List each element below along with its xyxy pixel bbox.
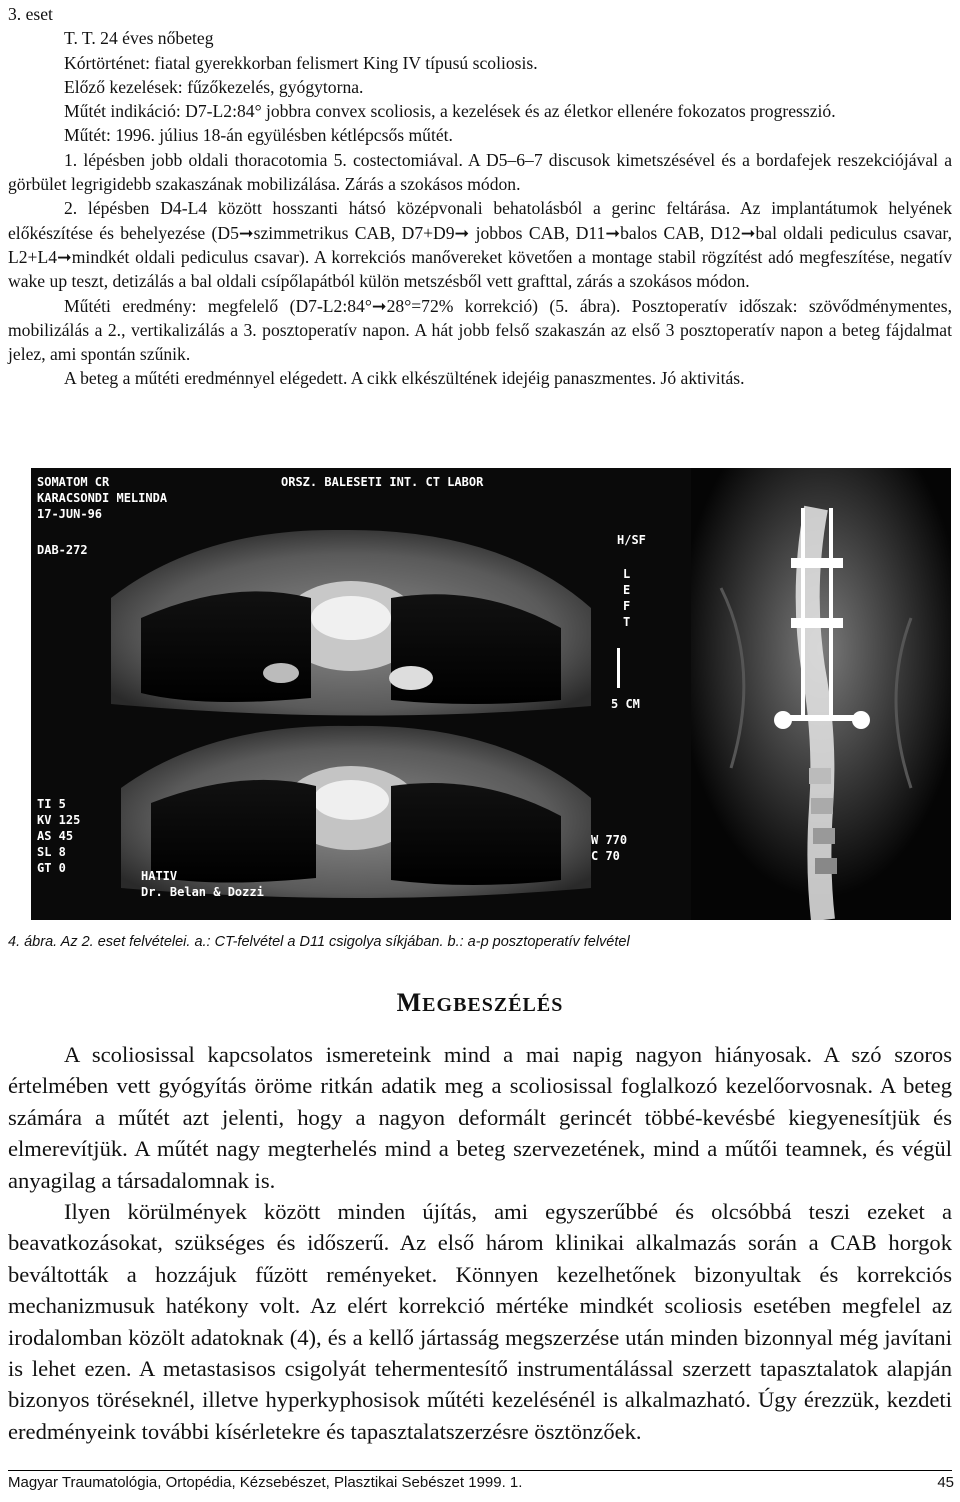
patient-line: T. T. 24 éves nőbeteg [64,28,214,49]
ct-label-dab: DAB-272 [37,543,88,557]
ct-label-l: L [623,567,631,581]
result-paragraph: Műtéti eredmény: megfelelő (D7-L2:84°➞28°=72% korrekció) (5. ábra). Posztoperatív időszak: szövődménymentes, mobilizálás a 2., vertikalizálás a 3. posztoperatív napon. A hát jobb felső szakaszán az első 3 posztoperatív napon a beteg fájdalmat jelez, ami spontán szűnik. [8,295,952,365]
ct-label-gt: GT 0 [37,861,66,875]
ct-label-scale: 5 CM [611,697,640,711]
heading-initial: M [396,988,423,1017]
ct-label-patient: KARACSONDI MELINDA [37,491,168,505]
discussion-paragraph-1: A scoliosissal kapcsolatos ismereteink mind a mai napig nagyon hiányosak. A szó szoros értelmében vett gyógyítás öröme ritkán adatik meg a scoliosissal foglalkozó kezelőorvosnak. A beteg számára a műtét azt jelenti, hogy a nagyon deformált gerincét többé-kevésbé kiegyenesítjük és elmerevítjük. A műtét nagy megterhelés mind a beteg szervezetének, mind a műtői teamnek, és végül anyagilag a társadalomnak is. [8,1042,952,1193]
previous-treatment-line: Előző kezelések: fűzőkezelés, gyógytorna. [64,76,364,97]
indication-paragraph: Műtét indikáció: D7-L2:84° jobbra convex scoliosis, a kezelések és az életkor ellenére fokozatos progresszió. [64,101,836,122]
ct-label-t: T [623,615,631,629]
heading-rest: EGBESZÉLÉS [422,994,564,1016]
section-heading [0,988,960,1018]
ct-label-date: 17-JUN-96 [37,507,103,521]
figure-4-images [31,468,951,920]
figure-4 [31,468,951,920]
ct-label-ti: TI 5 [37,797,66,811]
ct-label-sign-2: Dr. Belan & Dozzi [141,885,264,899]
surgery-line: Műtét: 1996. július 18-án együlésben kétlépcsős műtét. [64,125,453,146]
discussion-text [8,1039,952,1447]
page-number: 45 [937,1474,954,1491]
outcome-paragraph: A beteg a műtéti eredménnyel elégedett. A cikk elkészültének idejéig panaszmentes. Jó aktivitás. [64,368,745,389]
figure-caption: 4. ábra. Az 2. eset felvételei. a.: CT-felvétel a D11 csigolya síkjában. b.: a-p posztoperatív felvétel [8,934,630,950]
ct-label-system: SOMATOM CR [37,475,110,489]
ct-scale-bar [617,648,620,688]
ct-label-e: E [623,583,631,597]
discussion-paragraph-2: Ilyen körülmények között minden újítás, ami egyszerűbbé és olcsóbbá teszi ezeket a beavatkozásokat, szükséges és időszerű. Az első három klinikai alkalmazás során a CAB horgok beváltották a hozzájuk fűzött reményeket. Könnyen kezelhetőnek bizonyultak és korrekciós mechanizmusuk hatékony volt. Az elért korrekció mértéke mindkét scoliosis esetében megfelel az irodalomban közölt adatoknak (4), és a kellő jártasság megszerzése után minden bizonnyal még javítani is lehet ezen. A metastasisos csigolyát tehermentesítő instrumentálással szerzett tapasztalatok alapján bizonyos töréseknél, illetve hyperkyphosisok műtéti kezelésénél is alkalmazható. Úgy érezzük, kezdeti eredményeink további kísérletekre és tapasztalatszerzésre ösztönzőek. [8,1199,952,1444]
case-number: 3. eset [8,4,53,24]
ct-label-f: F [623,599,631,613]
ct-label-hsf: H/SF [617,533,646,547]
ct-label-institution: ORSZ. BALESETI INT. CT LABOR [281,475,484,489]
ct-label-sign-1: HATIV [141,869,178,883]
footer-rule [8,1470,952,1471]
ct-label-sl: SL 8 [37,845,66,859]
ct-label-as: AS 45 [37,829,74,843]
case-report [8,2,952,391]
history-line: Kórtörténet: fiatal gyerekkorban felismert King IV típusú scoliosis. [64,52,538,73]
ct-label-kv: KV 125 [37,813,81,827]
journal-footer: Magyar Traumatológia, Ortopédia, Kézsebészet, Plasztikai Sebészet 1999. 1. [8,1474,523,1491]
step-two-paragraph: 2. lépésben D4-L4 között hosszanti hátsó középvonali behatolásból a gerinc feltárása. Az implantátumok helyének előkészítése és behelyezése (D5➞szimmetrikus CAB, D7+D9➞ jobbos CAB, D11➞balos CAB, D12➞bal oldali pediculus csavar, L2+L4➞mindkét oldali pediculus csavar). A korrekciós manővereket követően a montage stabil rögzítést adó megfeszítése, negatív wake up teszt, detizálás a bal oldali csípőlapátból külön metszésből vett grafttal, zárás a szokásos módon. [8,198,952,292]
ct-label-center: C 70 [591,849,620,863]
step-one-paragraph: 1. lépésben jobb oldali thoracotomia 5. costectomiával. A D5–6–7 discusok kimetszésével és a bordafejek reszekciójával a görbület legrigidebb szakaszának mobilizálása. Zárás a szokásos módon. [8,149,952,195]
ct-label-window: W 770 [591,833,628,847]
